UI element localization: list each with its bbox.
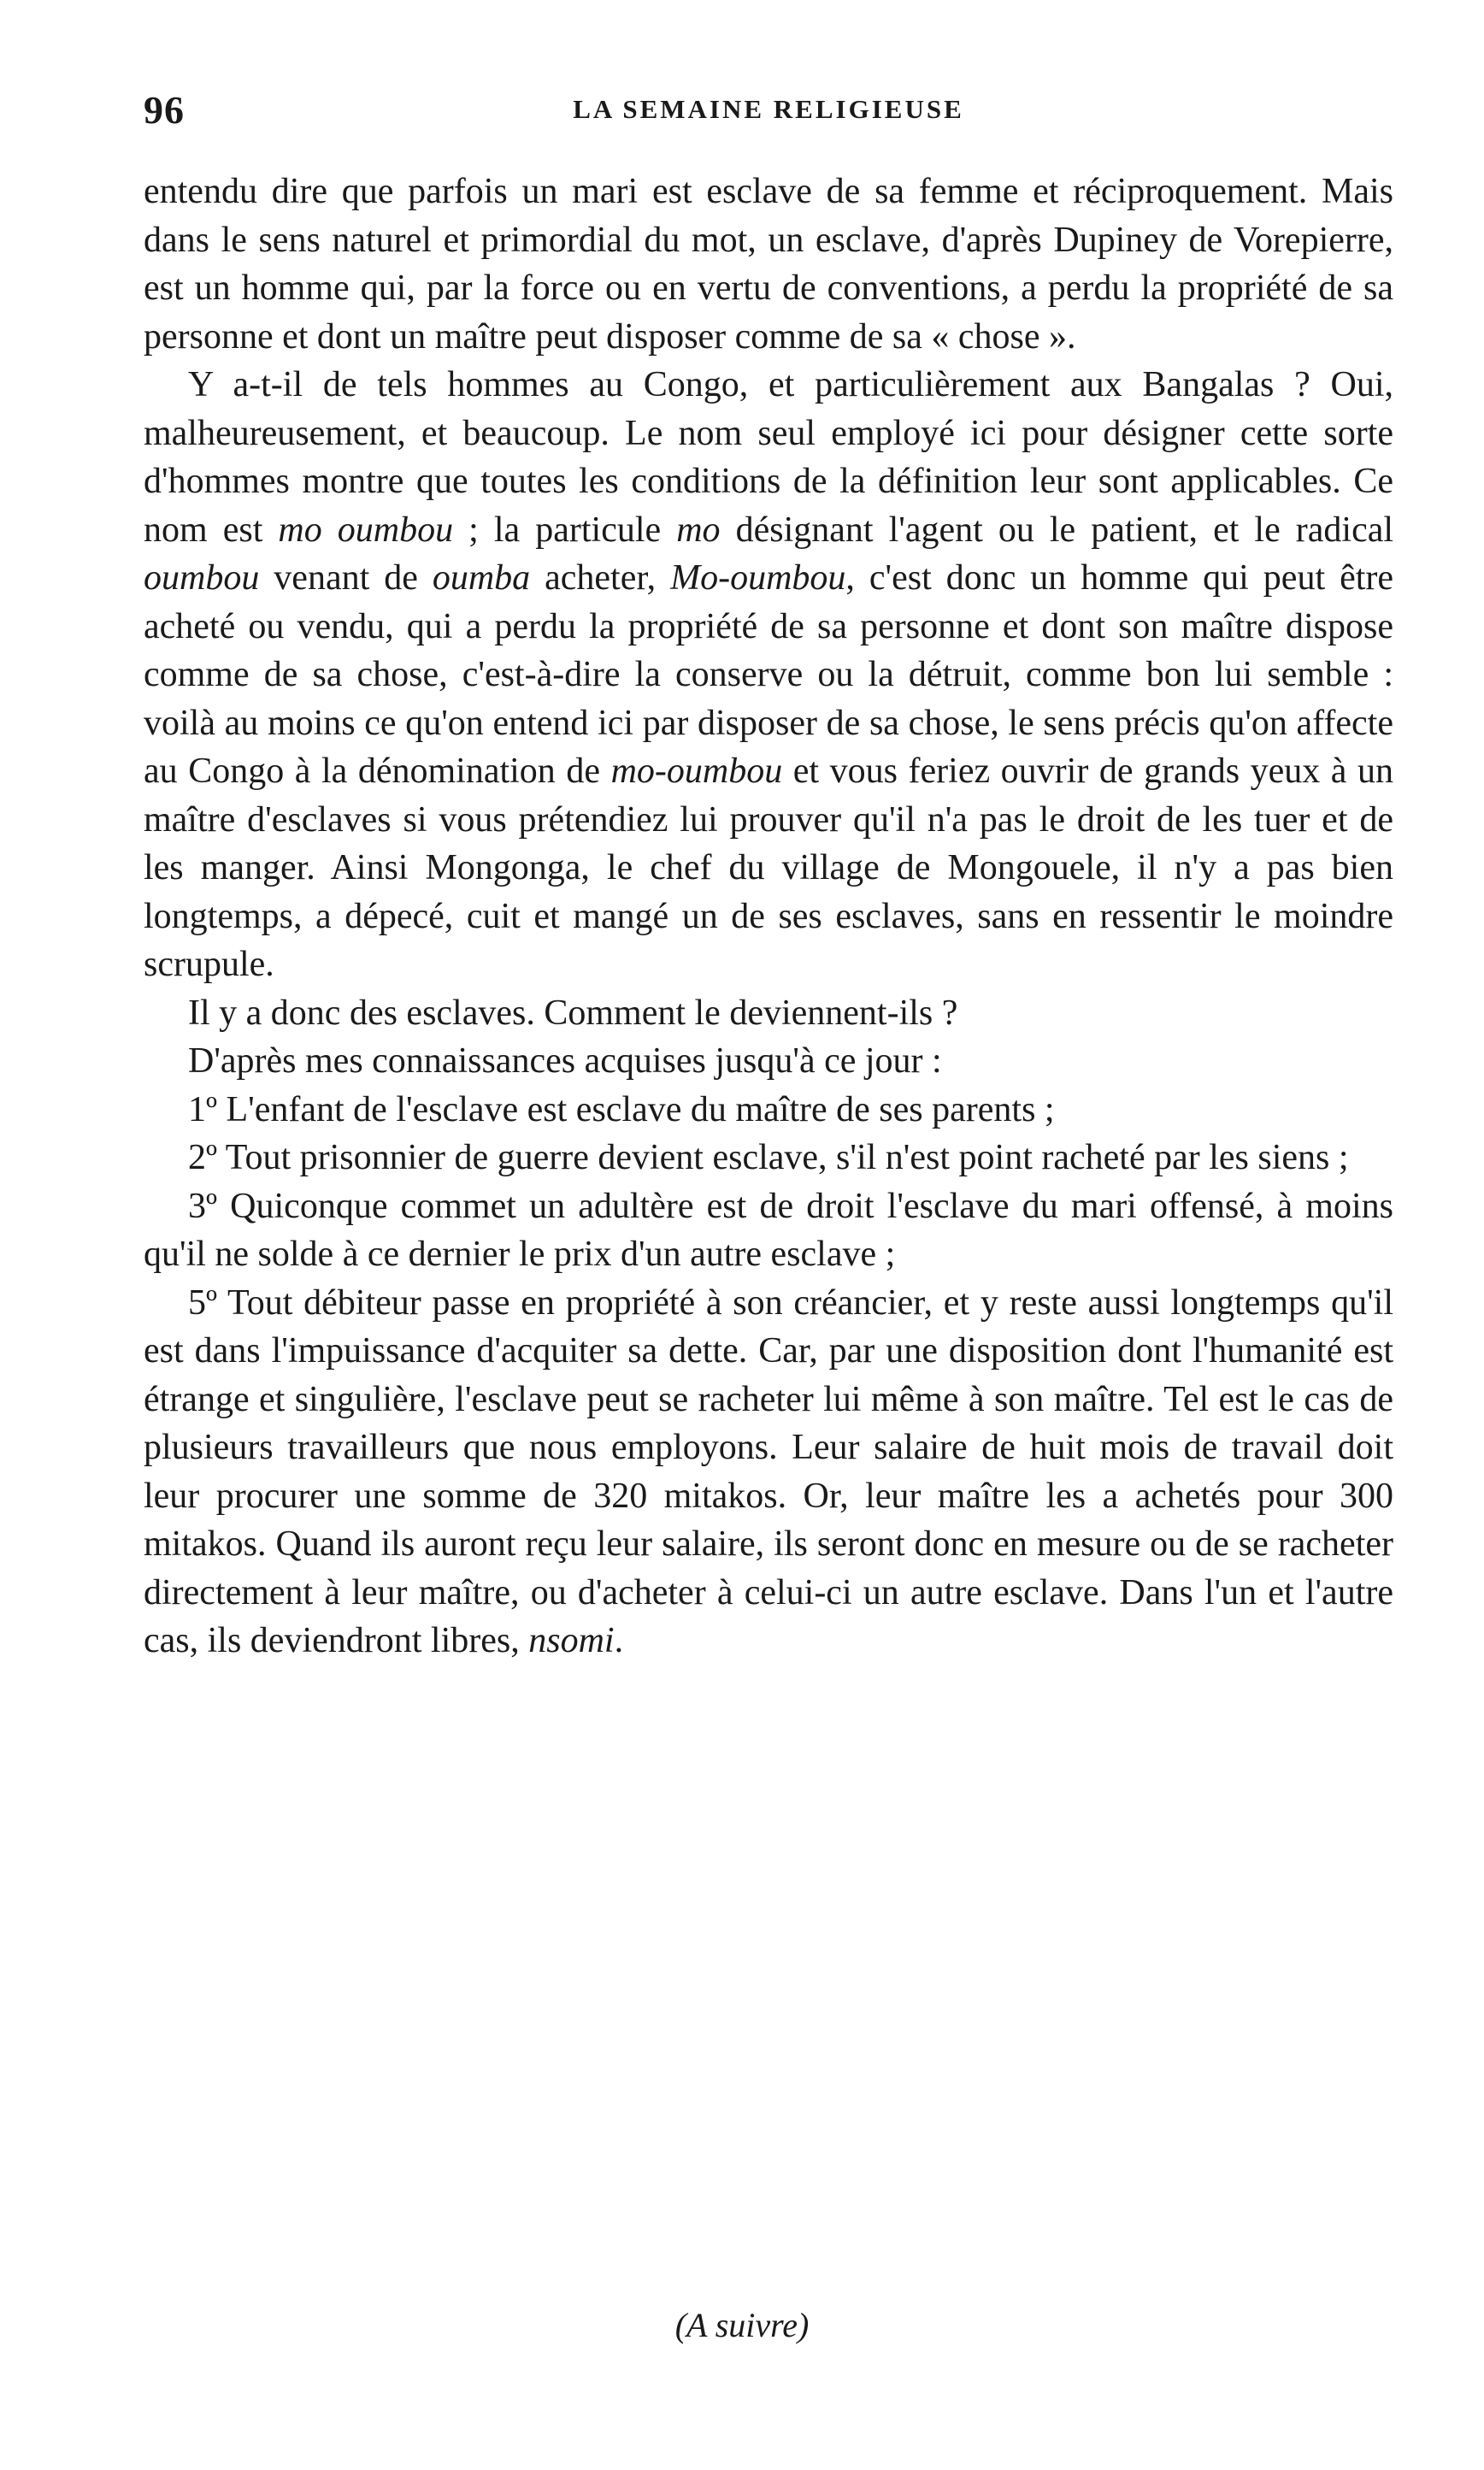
italic-term: mo oumbou bbox=[278, 510, 454, 550]
text-run: . bbox=[614, 1621, 624, 1660]
page-number: 96 bbox=[144, 88, 185, 132]
paragraph bbox=[144, 1279, 1393, 1665]
text-run: désignant l'agent ou le patient, et le radical bbox=[720, 510, 1394, 550]
paragraph: 3º Quiconque commet un adultère est de droit l'esclave du mari offensé, à moins qu'il ne solde à ce dernier le prix d'un autre esclave ; bbox=[144, 1186, 1393, 1274]
paragraph: D'après mes connaissances acquises jusqu'à ce jour : bbox=[188, 1041, 942, 1081]
italic-term: oumba bbox=[432, 558, 531, 598]
text-run: venant de bbox=[259, 558, 433, 598]
paragraph: 2º Tout prisonnier de guerre devient esclave, s'il n'est point racheté par les siens ; bbox=[188, 1138, 1349, 1177]
paragraph: 1º L'enfant de l'esclave est esclave du maître de ses parents ; bbox=[188, 1089, 1055, 1129]
italic-term: mo bbox=[676, 510, 721, 550]
italic-term: mo-oumbou bbox=[610, 752, 783, 791]
running-title: LA SEMAINE RELIGIEUSE bbox=[573, 94, 964, 124]
body-text bbox=[144, 168, 1393, 1665]
italic-term: oumbou bbox=[144, 558, 260, 598]
page-header bbox=[144, 87, 1393, 139]
text-run: acheter, bbox=[530, 558, 671, 598]
italic-term: Mo-oumbou bbox=[670, 558, 846, 598]
to-be-continued: (A suivre) bbox=[674, 2306, 810, 2344]
paragraph: entendu dire que parfois un mari est esclave de sa femme et réciproquement. Mais dans le sens naturel et primordial du mot, un esclave, d'après Dupiney de Vorepierre, est un homme qui, par la force ou en vertu de conventions, a perdu la propriété de sa personne et dont un maître peut disposer comme de sa « chose ». bbox=[144, 172, 1393, 357]
paragraph: Il y a donc des esclaves. Comment le deviennent-ils ? bbox=[188, 993, 958, 1033]
italic-term: nsomi bbox=[528, 1621, 615, 1660]
text-run: ; la particule bbox=[453, 510, 677, 550]
text-run: 5º Tout débiteur passe en propriété à son créancier, et y reste aussi longtemps qu'il est dans l'impuissance d'acquiter sa dette. Car, par une disposition dont l'humanité est étrange et singulière, l'esclave peut se racheter lui même à son maître. Tel est le cas de plusieurs travailleurs que nous employons. Leur salaire de huit mois de travail doit leur procurer une somme de 320 mitakos. Or, leur maître les a achetés pour 300 mitakos. Quand ils auront reçu leur salaire, ils seront donc en mesure ou de se racheter directement à leur maître, ou d'acheter à celui-ci un autre esclave. Dans l'un et l'autre cas, ils deviendront libres, bbox=[144, 1282, 1393, 1660]
text-run: Y a-t-il de tels hommes au Congo, et particulièrement aux Bangalas ? Oui, malheureusement, et beaucoup. Le nom seul employé ici pour désigner cette sorte d'hommes montre que toutes les conditions de la définition leur sont applicables. Ce nom est bbox=[144, 365, 1393, 550]
text-run: et vous feriez ouvrir de grands yeux à un maître d'esclaves si vous prétendiez lui prouver qu'il n'a pas le droit de les tuer et de les manger. Ainsi Mongonga, le chef du village de Mongouele, il n'y a pas bien longtemps, a dépecé, cuit et mangé un de ses esclaves, sans en ressentir le moindre scrupule. bbox=[144, 752, 1393, 984]
paragraph bbox=[144, 361, 1393, 989]
text-run: , c'est donc un homme qui peut être acheté ou vendu, qui a perdu la propriété de sa personne et dont son maître dispose comme de sa chose, c'est-à-dire la conserve ou la détruit, comme bon lui semble : voilà au moins ce qu'on entend ici par disposer de sa chose, le sens précis qu'on affecte au Congo à la dénomination de bbox=[144, 558, 1394, 791]
